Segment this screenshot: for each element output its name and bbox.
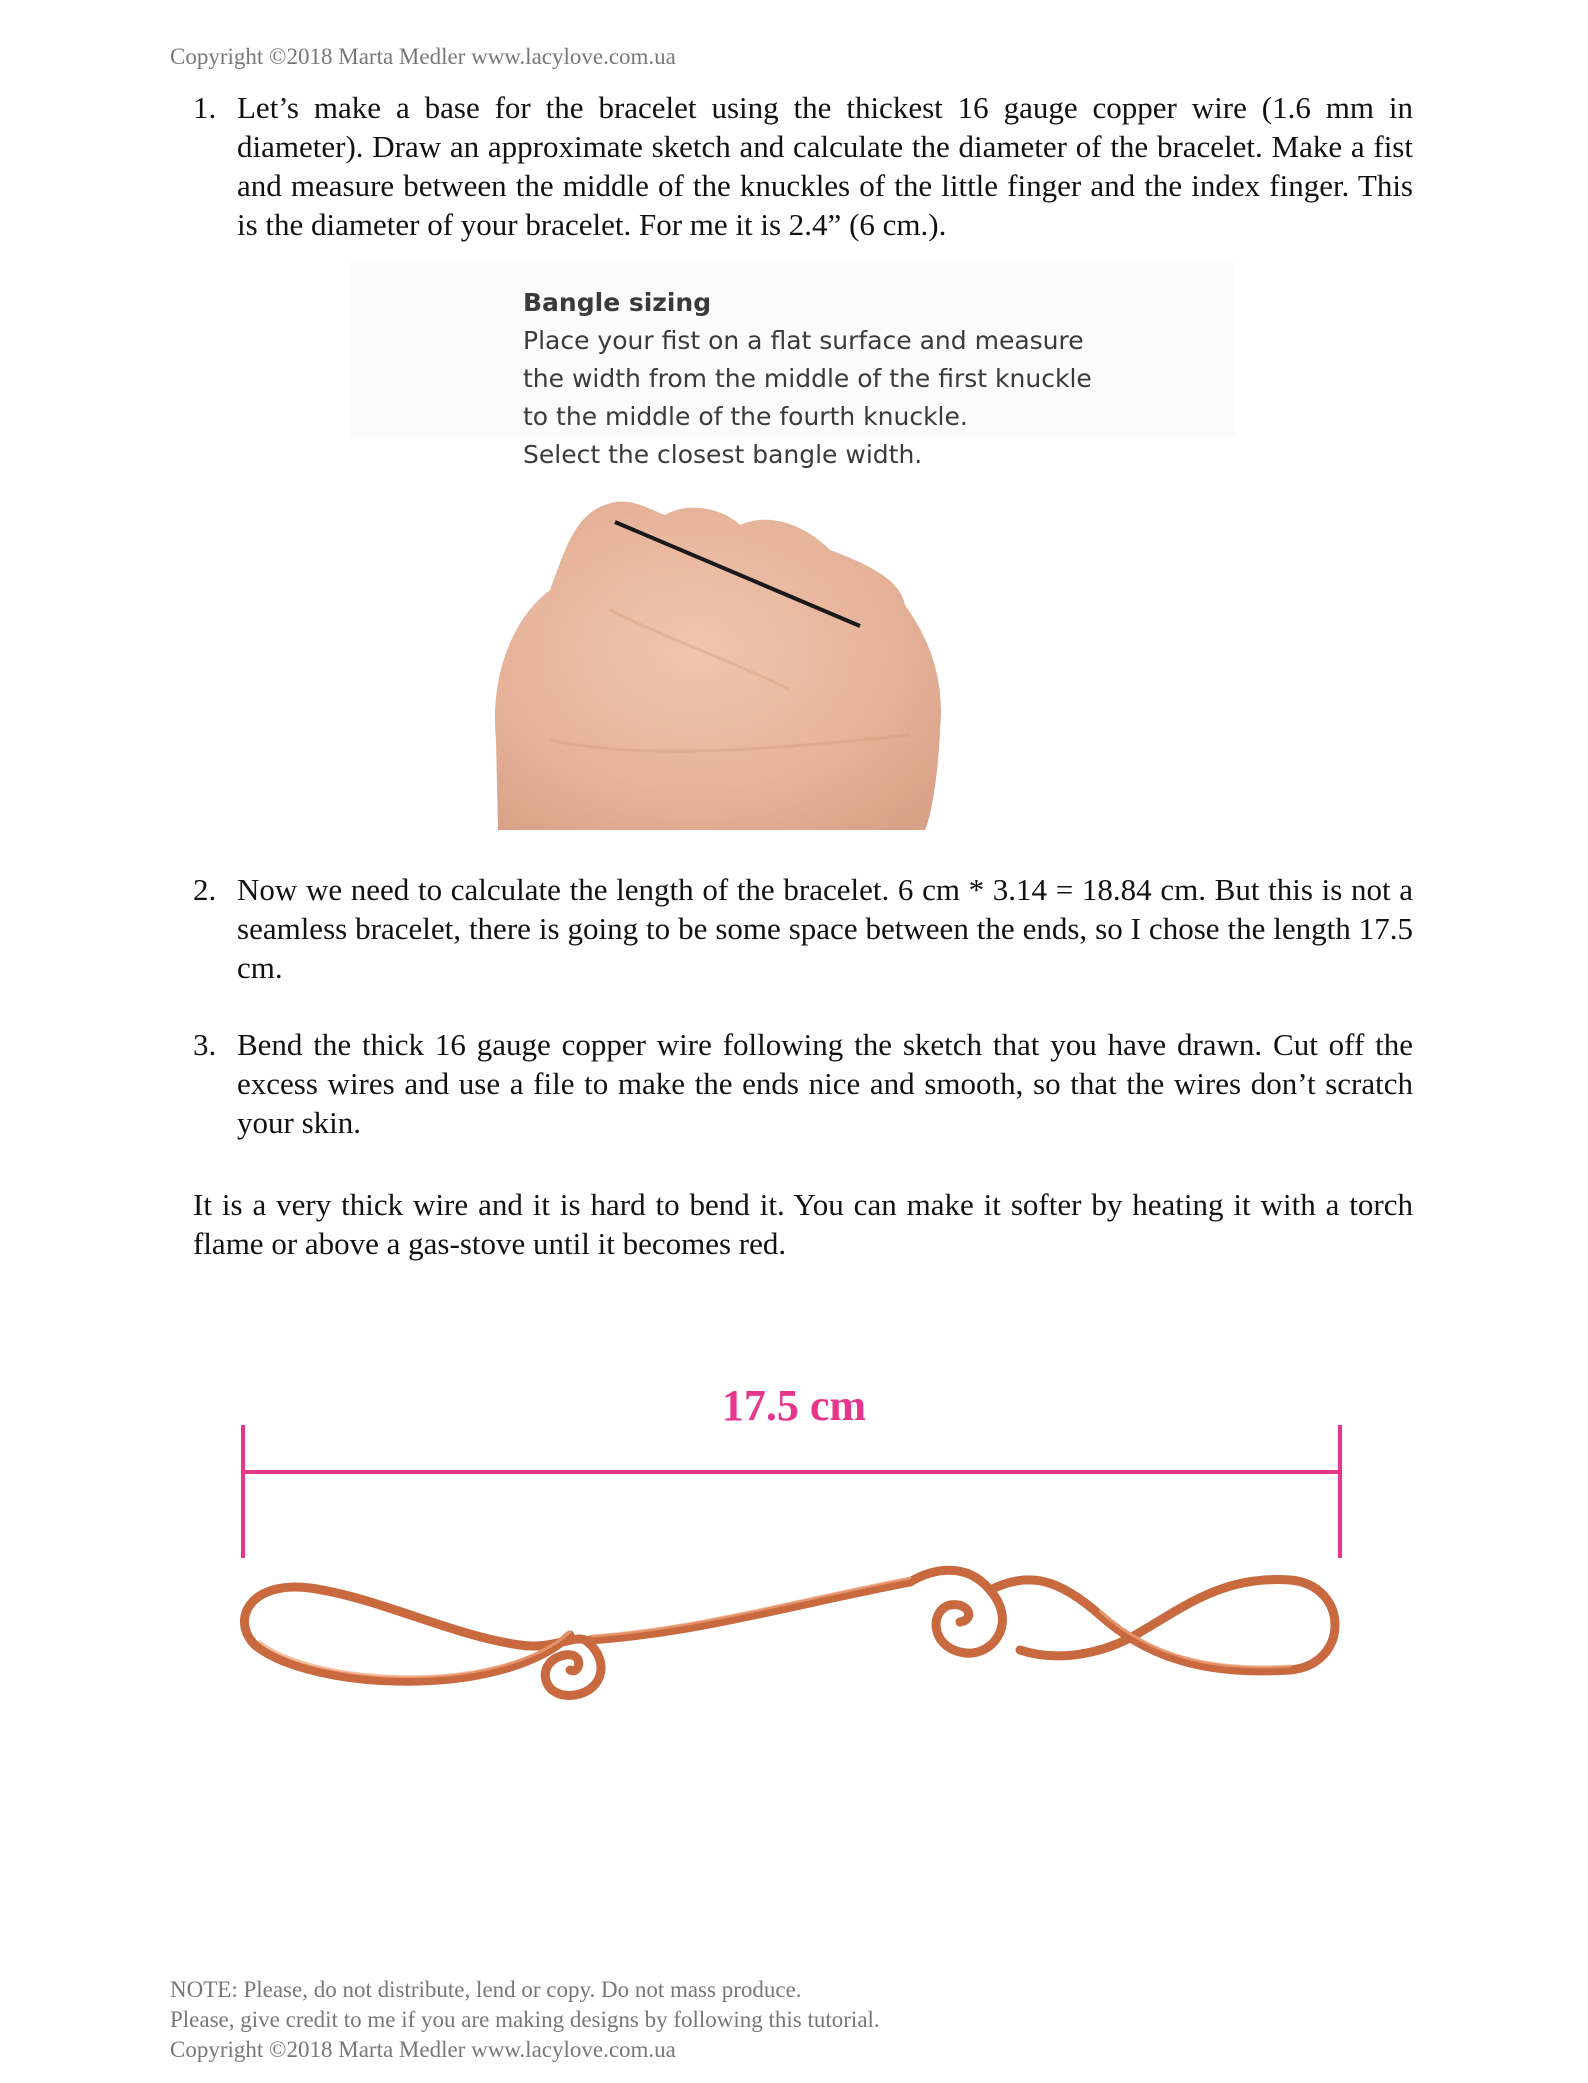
step-1 <box>193 88 1413 244</box>
measurement-label: 17.5 cm <box>721 1381 867 1430</box>
sizing-line: Select the closest bangle width. <box>523 440 923 469</box>
note-paragraph: It is a very thick wire and it is hard to bend it. You can make it softer by heating it with a torch flame or above a gas-stove until it becomes red. <box>193 1187 1413 1261</box>
step-number: 3. <box>193 1027 217 1062</box>
footer-credit-line: Please, give credit to me if you are making designs by following this tutorial. <box>170 2007 880 2032</box>
sizing-line: to the middle of the fourth knuckle. <box>523 402 968 431</box>
step-text: Bend the thick 16 gauge copper wire following the sketch that you have drawn. Cut off the excess wires and use a file to make the ends nice and smooth, so that the wires don’t scratch your skin. <box>237 1027 1413 1140</box>
bracelet-measurement-figure <box>230 1370 1360 1730</box>
hand-fist-photo <box>490 490 1050 830</box>
sizing-line: the width from the middle of the first knuckle <box>523 364 1092 393</box>
bangle-sizing-box <box>523 284 1143 474</box>
sizing-line: Place your fist on a flat surface and measure <box>523 326 1084 355</box>
step-3 <box>193 1025 1413 1142</box>
step-number: 1. <box>193 90 217 125</box>
footer-copyright-line: Copyright ©2018 Marta Medler www.lacylove.com.ua <box>170 2037 676 2062</box>
step-text: Now we need to calculate the length of the bracelet. 6 cm * 3.14 = 18.84 cm. But this is not a seamless bracelet, there is going to be some space between the ends, so I chose the length 17.5 cm. <box>237 872 1413 985</box>
step-text: Let’s make a base for the bracelet using the thickest 16 gauge copper wire (1.6 mm in diameter). Draw an approximate sketch and calculate the diameter of the bracelet. Make a fist and measure between the middle of the knuckles of the little finger and the index finger. This is the diameter of your bracelet. For me it is 2.4” (6 cm.). <box>237 90 1413 242</box>
footer-note-line: NOTE: Please, do not distribute, lend or copy. Do not mass produce. <box>170 1977 802 2002</box>
fist-shape <box>495 502 941 830</box>
header-copyright: Copyright ©2018 Marta Medler www.lacylove.com.ua <box>170 44 676 69</box>
bangle-sizing-title: Bangle sizing <box>523 288 712 317</box>
step-number: 2. <box>193 872 217 907</box>
footer <box>170 1975 880 2065</box>
step-2 <box>193 870 1413 987</box>
